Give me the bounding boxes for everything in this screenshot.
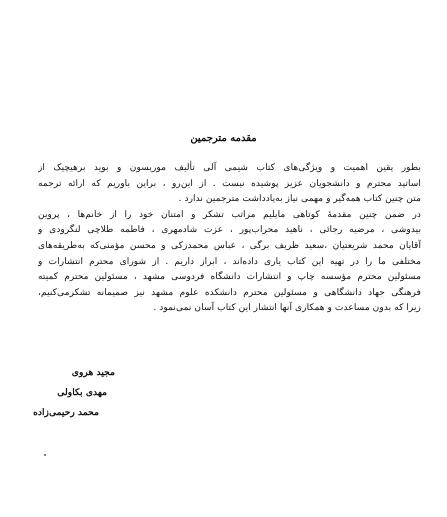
page-title: مقدمه مترجمين [190,133,257,144]
paragraph-2-line-6: فرهنگی جهاد دانشگاهی و مسئولين محترم دانشکده علوم مشهد نيز صميمانه تشکرمی‌کنيم، [38,286,421,298]
paragraph-2-line-2: بيدوشی ، مرضيه رجائی ، ناهيد محراب‌پور ، عزت شاد‌مهری ، فاطمه طلاچی لنگرودی و [38,224,421,236]
paragraph-2-line-1: در ضمن چنين مقدمهٔ کوتاهی مايليم مراتب تشکر و امتنان خود را از خانم‌ها ، پروين [38,208,421,220]
paragraph-2-line-7: زيرا که بدون مساعدت و همکاری آنها انتشار اين کتاب آسان نمی‌نمود . [153,302,421,314]
paragraph-2-line-4: مختلفی ما را در تهيه اين کتاب ياری داده‌اند ، ابراز داريم . از شورای محترم انتشارات و [38,255,421,267]
signature-name: مجيد هروی [71,367,115,378]
paragraph-1-line-1: بطور يقين اهميت و ويژگی‌های کتاب شيمی آلی تأليف موريسون و بويد برهيچيک از [38,162,421,173]
preface-body [38,160,421,316]
paragraph-2-line-3: آقايان محمد شريعتيان ،سعيد ظريف برگی ، عباس محمد‌زکی و محسن مؤمنی‌که به‌طريقه‌های [38,239,421,251]
scan-speck [44,454,46,456]
signature-name: مهدی بکاولی [57,387,107,398]
paragraph-1-line-3: متن چنين کتاب همه‌گير و مهمی نياز به‌يادداشت مترجمين ندارد . [178,193,421,205]
signature-name: محمد رحيمی‌زاده [33,407,99,418]
paragraph-1-line-2: اساتيد محترم و دانشجويان عزيز پوشيده نيست . از اين‌رو ، براين باوريم که ارائه ترجمه [38,177,421,189]
paragraph-2-line-5: مسئولين محترم مؤسسه چاپ و انتشارات دانشگاه فردوسی مشهد ، مسئولين محترم کميته [38,271,421,283]
translator-signatures [33,363,115,423]
